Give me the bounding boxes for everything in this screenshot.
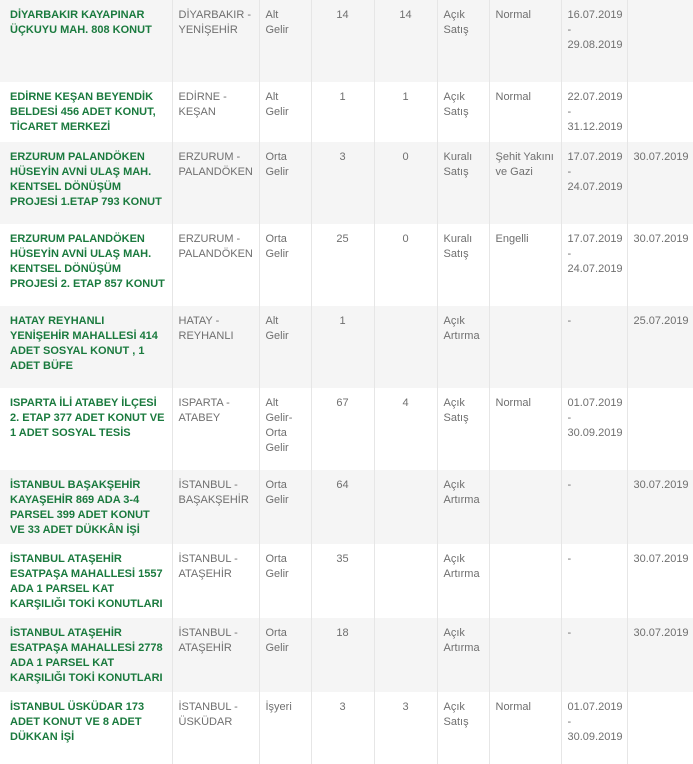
project-name[interactable]: İSTANBUL ÜSKÜDAR 173 ADET KONUT VE 8 ADET DÜKKAN İŞİ: [0, 692, 172, 764]
table-row: [0, 470, 693, 544]
applicant-type-cell: Engelli: [489, 224, 561, 306]
table-row: [0, 618, 693, 692]
applicant-type-cell: Normal: [489, 692, 561, 764]
sale-method-cell: Açık Artırma: [437, 306, 489, 388]
location-cell: İSTANBUL - BAŞAKŞEHİR: [172, 470, 259, 544]
income-group-cell: Orta Gelir: [259, 224, 311, 306]
sale-method-cell: Açık Satış: [437, 388, 489, 470]
location-cell: İSTANBUL - ATAŞEHİR: [172, 544, 259, 618]
remaining-units-cell: [374, 544, 437, 618]
total-units-cell: 25: [311, 224, 374, 306]
remaining-units-cell: 3: [374, 692, 437, 764]
project-name[interactable]: ERZURUM PALANDÖKEN HÜSEYİN AVNİ ULAŞ MAH. KENTSEL DÖNÜŞÜM PROJESİ 2. ETAP 857 KONUT: [0, 224, 172, 306]
income-group-cell: Alt Gelir-Orta Gelir: [259, 388, 311, 470]
remaining-units-cell: 14: [374, 0, 437, 82]
draw-date-cell: 30.07.2019: [627, 618, 693, 692]
applicant-type-cell: Normal: [489, 388, 561, 470]
location-cell: İSTANBUL - ÜSKÜDAR: [172, 692, 259, 764]
project-name[interactable]: EDİRNE KEŞAN BEYENDİK BELDESİ 456 ADET KONUT, TİCARET MERKEZİ: [0, 82, 172, 142]
total-units-cell: 67: [311, 388, 374, 470]
sale-method-cell: Kuralı Satış: [437, 224, 489, 306]
table-row: [0, 142, 693, 224]
draw-date-cell: [627, 388, 693, 470]
project-name[interactable]: İSTANBUL ATAŞEHİR ESATPAŞA MAHALLESİ 1557 ADA 1 PARSEL KAT KARŞILIĞI TOKİ KONUTLARI: [0, 544, 172, 618]
table-row: [0, 544, 693, 618]
application-date-cell: 17.07.2019 - 24.07.2019: [561, 224, 627, 306]
sale-method-cell: Açık Artırma: [437, 544, 489, 618]
location-cell: ISPARTA - ATABEY: [172, 388, 259, 470]
sale-method-cell: Açık Artırma: [437, 470, 489, 544]
applicant-type-cell: [489, 544, 561, 618]
total-units-cell: 3: [311, 142, 374, 224]
remaining-units-cell: 0: [374, 224, 437, 306]
location-cell: ERZURUM - PALANDÖKEN: [172, 142, 259, 224]
location-cell: EDİRNE - KEŞAN: [172, 82, 259, 142]
draw-date-cell: [627, 692, 693, 764]
sale-method-cell: Açık Satış: [437, 692, 489, 764]
income-group-cell: İşyeri: [259, 692, 311, 764]
project-name[interactable]: DİYARBAKIR KAYAPINAR ÜÇKUYU MAH. 808 KONUT: [0, 0, 172, 82]
sale-method-cell: Kuralı Satış: [437, 142, 489, 224]
total-units-cell: 1: [311, 82, 374, 142]
application-date-cell: 17.07.2019 - 24.07.2019: [561, 142, 627, 224]
draw-date-cell: 30.07.2019: [627, 544, 693, 618]
total-units-cell: 14: [311, 0, 374, 82]
remaining-units-cell: [374, 470, 437, 544]
income-group-cell: Alt Gelir: [259, 0, 311, 82]
applicant-type-cell: [489, 618, 561, 692]
income-group-cell: Orta Gelir: [259, 618, 311, 692]
application-date-cell: -: [561, 470, 627, 544]
applicant-type-cell: [489, 470, 561, 544]
application-date-cell: -: [561, 544, 627, 618]
applicant-type-cell: Normal: [489, 82, 561, 142]
income-group-cell: Alt Gelir: [259, 82, 311, 142]
remaining-units-cell: 4: [374, 388, 437, 470]
draw-date-cell: 30.07.2019: [627, 224, 693, 306]
income-group-cell: Orta Gelir: [259, 142, 311, 224]
income-group-cell: Orta Gelir: [259, 544, 311, 618]
application-date-cell: 01.07.2019 - 30.09.2019: [561, 692, 627, 764]
location-cell: HATAY - REYHANLI: [172, 306, 259, 388]
applicant-type-cell: [489, 306, 561, 388]
applicant-type-cell: Şehit Yakını ve Gazi: [489, 142, 561, 224]
draw-date-cell: 30.07.2019: [627, 142, 693, 224]
application-date-cell: 01.07.2019 - 30.09.2019: [561, 388, 627, 470]
sale-method-cell: Açık Artırma: [437, 618, 489, 692]
location-cell: ERZURUM - PALANDÖKEN: [172, 224, 259, 306]
sale-method-cell: Açık Satış: [437, 82, 489, 142]
income-group-cell: Orta Gelir: [259, 470, 311, 544]
project-name[interactable]: HATAY REYHANLI YENİŞEHİR MAHALLESİ 414 ADET SOSYAL KONUT , 1 ADET BÜFE: [0, 306, 172, 388]
location-cell: İSTANBUL - ATAŞEHİR: [172, 618, 259, 692]
project-name[interactable]: İSTANBUL BAŞAKŞEHİR KAYAŞEHİR 869 ADA 3-4 PARSEL 399 ADET KONUT VE 33 ADET DÜKKÂN İŞİ: [0, 470, 172, 544]
application-date-cell: 16.07.2019 - 29.08.2019: [561, 0, 627, 82]
draw-date-cell: 30.07.2019: [627, 470, 693, 544]
draw-date-cell: [627, 0, 693, 82]
total-units-cell: 18: [311, 618, 374, 692]
project-name[interactable]: İSTANBUL ATAŞEHİR ESATPAŞA MAHALLESİ 2778 ADA 1 PARSEL KAT KARŞILIĞI TOKİ KONUTLARI: [0, 618, 172, 692]
table-row: [0, 306, 693, 388]
applicant-type-cell: Normal: [489, 0, 561, 82]
income-group-cell: Alt Gelir: [259, 306, 311, 388]
table-row: [0, 388, 693, 470]
location-cell: DİYARBAKIR - YENİŞEHİR: [172, 0, 259, 82]
table-row: [0, 692, 693, 764]
total-units-cell: 35: [311, 544, 374, 618]
project-name[interactable]: ERZURUM PALANDÖKEN HÜSEYİN AVNİ ULAŞ MAH. KENTSEL DÖNÜŞÜM PROJESİ 1.ETAP 793 KONUT: [0, 142, 172, 224]
draw-date-cell: [627, 82, 693, 142]
application-date-cell: -: [561, 306, 627, 388]
remaining-units-cell: 1: [374, 82, 437, 142]
draw-date-cell: 25.07.2019: [627, 306, 693, 388]
total-units-cell: 3: [311, 692, 374, 764]
remaining-units-cell: [374, 306, 437, 388]
application-date-cell: 22.07.2019 - 31.12.2019: [561, 82, 627, 142]
table-row: [0, 82, 693, 142]
table-row: [0, 224, 693, 306]
application-date-cell: -: [561, 618, 627, 692]
remaining-units-cell: [374, 618, 437, 692]
sale-method-cell: Açık Satış: [437, 0, 489, 82]
remaining-units-cell: 0: [374, 142, 437, 224]
project-name[interactable]: ISPARTA İLİ ATABEY İLÇESİ 2. ETAP 377 ADET KONUT VE 1 ADET SOSYAL TESİS: [0, 388, 172, 470]
total-units-cell: 64: [311, 470, 374, 544]
total-units-cell: 1: [311, 306, 374, 388]
table-row: [0, 0, 693, 82]
